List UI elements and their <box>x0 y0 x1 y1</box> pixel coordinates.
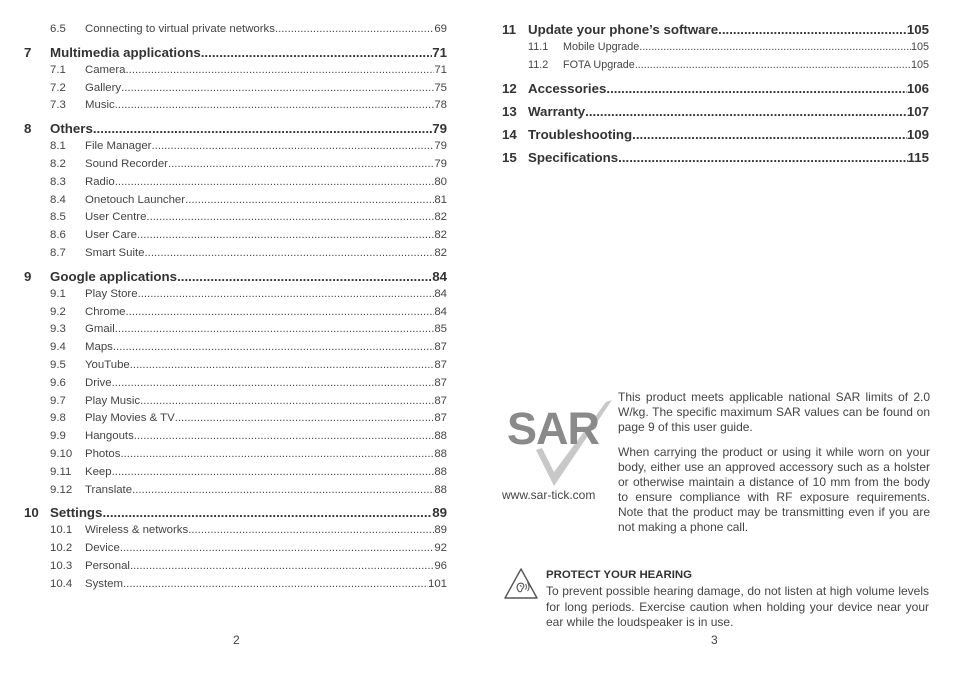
toc-entry[interactable] <box>24 410 447 426</box>
toc-entry-number: 7.2 <box>50 81 66 94</box>
toc-entry[interactable] <box>24 482 447 498</box>
toc-entry[interactable] <box>24 44 447 62</box>
toc-entry-title: Translate <box>85 483 133 496</box>
toc-entry-title: Smart Suite <box>85 247 145 259</box>
toc-entry-number: 9.7 <box>50 394 66 407</box>
toc-entry-number: 14 <box>502 126 517 142</box>
toc-entry-page: 81 <box>434 193 447 206</box>
toc-entry[interactable] <box>502 103 929 121</box>
toc-entry-page: 106 <box>906 80 929 96</box>
toc-dot-leader <box>618 149 907 167</box>
toc-entry-page: 82 <box>434 211 447 224</box>
toc-entry-page: 88 <box>434 465 447 478</box>
toc-entry-number: 11.2 <box>528 58 549 71</box>
toc-entry-number: 11.1 <box>528 41 549 53</box>
toc-dot-leader <box>134 428 435 444</box>
toc-entry-title: System <box>85 577 123 590</box>
toc-dot-leader <box>130 558 434 574</box>
sar-paragraph-2: When carrying the product or using it while worn on your body, either use an approved accessory such as a holster or otherwise maintain a distance of 10 mm from the body to ensure compliance with RF exposure requirements. Note that the product may be transmitting even if you are not making a phone call. <box>618 445 930 534</box>
toc-entry-title: Gallery <box>85 81 122 94</box>
toc-entry[interactable] <box>24 286 447 302</box>
toc-entry-number: 13 <box>502 103 517 119</box>
toc-entry-page: 101 <box>427 577 447 590</box>
toc-entry-number: 7 <box>24 44 32 60</box>
toc-dot-leader <box>146 209 434 225</box>
toc-entry-number: 10.4 <box>50 577 73 590</box>
toc-dot-leader <box>121 80 434 96</box>
toc-entry-title: Wireless & networks <box>85 524 189 537</box>
toc-entry-page: 107 <box>906 103 929 119</box>
toc-entry-number: 9 <box>24 268 32 284</box>
toc-entry-title: Drive <box>85 376 112 389</box>
toc-entry-number: 9.2 <box>50 305 66 318</box>
toc-dot-leader <box>132 482 434 498</box>
toc-entry[interactable] <box>502 39 929 55</box>
toc-entry-number: 8.3 <box>50 175 66 188</box>
toc-entry-page: 89 <box>434 524 447 537</box>
sar-paragraph-1: This product meets applicable national SAR limits of 2.0 W/kg. The specific maximum SAR values can be found on page 9 of this user guide. <box>618 390 930 434</box>
toc-dot-leader <box>137 227 434 243</box>
toc-dot-leader <box>123 576 428 592</box>
toc-dot-leader <box>130 357 435 373</box>
toc-dot-leader <box>93 120 432 138</box>
toc-entry-title: Specifications <box>528 149 619 165</box>
toc-entry-number: 9.9 <box>50 430 66 443</box>
toc-entry[interactable] <box>24 156 447 172</box>
toc-entry[interactable] <box>24 540 447 556</box>
toc-dot-leader <box>151 138 434 154</box>
toc-dot-leader <box>102 504 432 522</box>
toc-entry[interactable] <box>24 245 447 261</box>
toc-entry-page: 75 <box>434 81 447 94</box>
toc-entry-title: Warranty <box>528 103 586 119</box>
toc-entry-title: Mobile Upgrade <box>563 41 640 53</box>
toc-entry[interactable] <box>24 464 447 480</box>
toc-entry-page: 105 <box>906 22 929 37</box>
toc-entry-title: Camera <box>85 63 126 76</box>
toc-entry-title: Onetouch Launcher <box>85 193 186 206</box>
toc-entry-title: Device <box>85 542 120 555</box>
left-page <box>24 0 447 678</box>
toc-dot-leader <box>635 57 911 73</box>
toc-entry-number: 9.3 <box>50 323 66 336</box>
toc-entry-page: 88 <box>434 430 447 443</box>
toc-entry[interactable] <box>502 126 929 144</box>
toc-entry-page: 79 <box>432 121 447 137</box>
toc-entry-title: FOTA Upgrade <box>563 58 635 71</box>
toc-entry-title: Multimedia applications <box>50 44 201 60</box>
sar-logo-text: SAR <box>507 403 600 454</box>
toc-entry-title: YouTube <box>85 359 130 371</box>
toc-entry-number: 9.1 <box>50 287 66 300</box>
toc-entry-page: 71 <box>432 44 447 60</box>
toc-entry-number: 10.1 <box>50 524 73 537</box>
toc-dot-leader <box>120 540 435 556</box>
toc-entry[interactable] <box>502 149 929 167</box>
toc-dot-leader <box>168 156 434 172</box>
toc-entry[interactable] <box>24 80 447 96</box>
toc-entry-title: Personal <box>85 560 130 572</box>
toc-entry-page: 84 <box>432 268 447 284</box>
toc-entry[interactable] <box>24 304 447 320</box>
hearing-title: PROTECT YOUR HEARING <box>546 569 692 581</box>
toc-dot-leader <box>188 522 434 538</box>
toc-entry[interactable] <box>24 209 447 225</box>
toc-entry-number: 8.2 <box>50 158 66 170</box>
toc-entry-number: 8.6 <box>50 229 66 242</box>
page-number-right: 3 <box>711 633 718 647</box>
toc-entry-number: 9.10 <box>50 448 73 460</box>
toc-entry-title: Connecting to virtual private networks <box>85 23 275 35</box>
toc-entry-title: Troubleshooting <box>528 126 633 142</box>
sar-url[interactable]: www.sar-tick.com <box>502 488 596 502</box>
toc-entry-page: 87 <box>434 412 447 425</box>
toc-entry[interactable] <box>24 138 447 154</box>
toc-entry-title: Update your phone’s software <box>528 22 719 37</box>
toc-entry-title: Gmail <box>85 323 115 336</box>
toc-entry-page: 88 <box>434 483 447 496</box>
hearing-warning-icon <box>503 567 539 600</box>
toc-entry-page: 87 <box>434 341 447 354</box>
toc-entry-page: 79 <box>434 158 447 170</box>
toc-entry-title: Maps <box>85 341 113 354</box>
toc-entry[interactable] <box>24 21 447 37</box>
toc-entry-page: 115 <box>907 149 929 165</box>
toc-entry-title: Sound Recorder <box>85 158 168 170</box>
toc-dot-leader <box>718 21 907 39</box>
toc-dot-leader <box>175 410 435 426</box>
toc-entry-page: 88 <box>434 448 447 460</box>
toc-dot-leader <box>140 393 434 409</box>
toc-dot-leader <box>112 464 435 480</box>
toc-entry-page: 87 <box>434 376 447 389</box>
toc-entry-page: 109 <box>906 126 929 142</box>
toc-entry-title: Play Movies & TV <box>85 412 175 425</box>
toc-dot-leader <box>145 245 435 261</box>
toc-dot-leader <box>639 39 911 55</box>
toc-dot-leader <box>126 62 435 78</box>
toc-entry-number: 11 <box>502 22 517 37</box>
toc-entry-number: 8.1 <box>50 140 66 153</box>
toc-entry-page: 82 <box>434 247 447 259</box>
toc-dot-leader <box>177 268 432 286</box>
toc-entry-number: 9.6 <box>50 376 66 389</box>
toc-entry-title: Others <box>50 121 93 137</box>
toc-entry-title: Google applications <box>50 268 178 284</box>
toc-entry-number: 10.2 <box>50 542 73 555</box>
toc-entry-page: 78 <box>434 99 447 112</box>
toc-entry-number: 8.7 <box>50 247 66 259</box>
toc-dot-leader <box>201 44 432 62</box>
toc-dot-leader <box>585 103 907 121</box>
toc-entry-number: 10.3 <box>50 560 73 572</box>
toc-entry-title: Accessories <box>528 80 607 96</box>
toc-entry-number: 9.11 <box>50 465 72 478</box>
toc-entry[interactable] <box>24 120 447 138</box>
toc-entry-page: 87 <box>434 359 447 371</box>
toc-dot-leader <box>126 304 435 320</box>
toc-entry-title: File Manager <box>85 140 152 153</box>
toc-entry-number: 9.8 <box>50 412 66 425</box>
toc-dot-leader <box>115 97 435 113</box>
toc-entry-number: 9.4 <box>50 341 66 354</box>
toc-entry[interactable] <box>24 321 447 337</box>
toc-entry[interactable] <box>24 339 447 355</box>
toc-entry[interactable] <box>24 446 447 462</box>
toc-entry[interactable] <box>24 174 447 190</box>
toc-entry-title: Radio <box>85 175 115 188</box>
toc-entry[interactable] <box>24 558 447 574</box>
toc-entry-number: 8.4 <box>50 193 66 206</box>
toc-entry-title: Photos <box>85 448 121 460</box>
toc-entry-page: 80 <box>434 175 447 188</box>
toc-dot-leader <box>632 126 907 144</box>
toc-entry-page: 85 <box>434 323 447 336</box>
toc-entry[interactable] <box>24 192 447 208</box>
toc-entry-title: Play Music <box>85 394 141 407</box>
toc-entry-title: Keep <box>85 465 112 478</box>
toc-dot-leader <box>115 321 435 337</box>
toc-entry[interactable] <box>24 428 447 444</box>
toc-entry[interactable] <box>24 504 447 522</box>
toc-entry[interactable] <box>24 522 447 538</box>
toc-dot-leader <box>185 192 434 208</box>
toc-entry-page: 69 <box>434 23 447 35</box>
toc-entry-page: 89 <box>432 505 447 521</box>
toc-entry[interactable] <box>24 375 447 391</box>
toc-dot-leader <box>112 375 435 391</box>
toc-entry-page: 92 <box>434 542 447 555</box>
toc-entry[interactable] <box>502 21 929 39</box>
toc-entry[interactable] <box>24 357 447 373</box>
toc-dot-leader <box>120 446 434 462</box>
toc-entry[interactable] <box>24 268 447 286</box>
toc-entry-title: User Care <box>85 229 137 242</box>
toc-entry-page: 79 <box>434 140 447 153</box>
sar-tick-logo <box>502 400 614 488</box>
toc-entry-number: 8 <box>24 121 32 137</box>
toc-dot-leader <box>115 174 435 190</box>
toc-entry[interactable] <box>24 62 447 78</box>
toc-entry-page: 105 <box>910 41 929 53</box>
toc-entry-title: Settings <box>50 505 103 521</box>
toc-entry-page: 84 <box>434 305 447 318</box>
toc-dot-leader <box>606 80 906 98</box>
toc-entry-title: Play Store <box>85 287 138 300</box>
toc-entry-page: 82 <box>434 229 447 242</box>
toc-entry-number: 9.5 <box>50 359 66 371</box>
toc-entry[interactable] <box>24 393 447 409</box>
toc-entry-number: 9.12 <box>50 483 73 496</box>
page-number-left: 2 <box>233 633 240 647</box>
toc-entry[interactable] <box>24 97 447 113</box>
toc-entry-title: Music <box>85 99 115 112</box>
toc-entry[interactable] <box>502 80 929 98</box>
toc-entry-number: 15 <box>502 149 517 165</box>
toc-dot-leader <box>138 286 435 302</box>
toc-entry-title: Hangouts <box>85 430 134 443</box>
toc-entry-number: 10 <box>24 505 39 521</box>
toc-entry-number: 12 <box>502 80 517 96</box>
toc-entry-page: 96 <box>434 560 447 572</box>
toc-entry-title: Chrome <box>85 305 126 318</box>
hearing-text: To prevent possible hearing damage, do not listen at high volume levels for long periods. Exercise caution when holding your device near your ear while the loudspeaker is in use. <box>546 584 929 630</box>
toc-dot-leader <box>113 339 434 355</box>
toc-entry-number: 6.5 <box>50 23 66 35</box>
toc-dot-leader <box>275 21 434 37</box>
toc-entry-page: 87 <box>434 394 447 407</box>
toc-entry-number: 8.5 <box>50 211 66 224</box>
toc-entry[interactable] <box>502 57 929 73</box>
toc-entry[interactable] <box>24 227 447 243</box>
toc-entry-page: 105 <box>910 58 929 71</box>
toc-entry[interactable] <box>24 576 447 592</box>
toc-entry-page: 84 <box>434 287 447 300</box>
toc-entry-title: User Centre <box>85 211 147 224</box>
toc-entry-number: 7.1 <box>50 63 66 76</box>
toc-entry-number: 7.3 <box>50 99 66 112</box>
toc-entry-page: 71 <box>434 63 447 76</box>
